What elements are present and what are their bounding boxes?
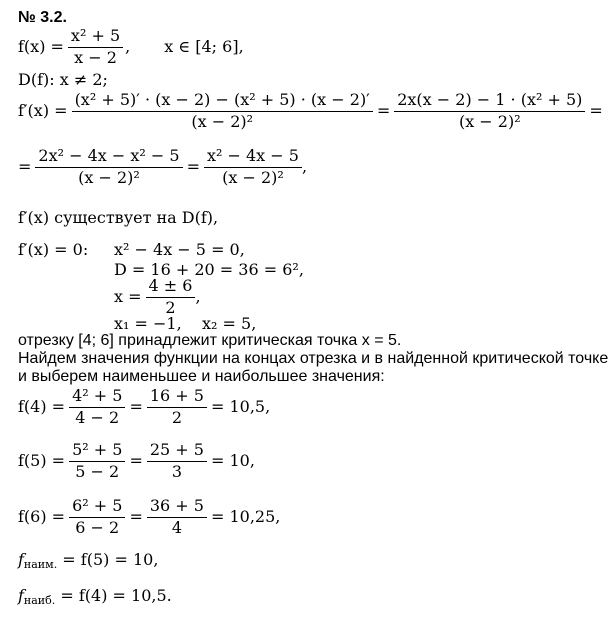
derivative-num-3: 2x² − 4x − x² − 5 xyxy=(35,148,182,168)
equals-sign-leading: = xyxy=(18,157,32,177)
equals-sign: = xyxy=(129,507,143,527)
domain-line: D(f): x ≠ 2; xyxy=(18,70,108,89)
f-max xyxy=(18,586,172,607)
fx-fraction xyxy=(68,28,123,67)
value-f6 xyxy=(18,498,280,537)
derivative-num-2: 2x(x − 2) − 1 · (x² + 5) xyxy=(394,92,585,112)
fmin-rest: = f(5) = 10, xyxy=(62,550,159,569)
equals-sign: = xyxy=(376,101,391,121)
roots-fraction xyxy=(146,278,196,317)
value-fraction-1 xyxy=(69,498,125,537)
value-fraction-2 xyxy=(147,388,207,427)
fx-numerator: x² + 5 xyxy=(68,28,123,48)
discriminant: D = 16 + 20 = 36 = 6², xyxy=(114,260,304,279)
value-num: 4² + 5 xyxy=(69,388,125,408)
derivative-line-2 xyxy=(18,148,307,187)
derivative-fraction-1 xyxy=(72,92,373,131)
value-fraction-2 xyxy=(147,442,207,481)
text-line-3: и выберем наименьшее и наибольшее значения: xyxy=(18,368,385,385)
value-num: 36 + 5 xyxy=(147,498,207,518)
equals-sign-trailing: = xyxy=(589,101,603,121)
fx-denominator: x − 2 xyxy=(74,47,117,67)
value-f5 xyxy=(18,442,255,481)
value-den: 6 − 2 xyxy=(75,517,120,537)
problem-number: № 3.2. xyxy=(18,9,67,26)
fmax-rest: = f(4) = 10,5. xyxy=(60,586,172,605)
fmax-sub: наиб. xyxy=(23,594,56,607)
comma: , xyxy=(301,157,308,177)
derivative-fraction-2 xyxy=(394,92,585,131)
derivative-line-1 xyxy=(18,92,603,131)
root-x1: x₁ = −1, xyxy=(114,314,182,333)
fmin-label: f xyxy=(18,550,24,569)
value-num: 6² + 5 xyxy=(69,498,125,518)
value-lhs: f(4) = xyxy=(18,397,66,417)
derivative-den-4: (x − 2)² xyxy=(222,167,284,187)
text-line-1: отрезку [4; 6] принадлежит критическая точка x = 5. xyxy=(18,332,402,349)
derivative-fraction-3 xyxy=(35,148,182,187)
value-result: = 10,25, xyxy=(210,507,281,527)
roots-numerator: 4 ± 6 xyxy=(146,278,196,298)
value-result: = 10,5, xyxy=(210,397,271,417)
value-den: 4 − 2 xyxy=(75,407,120,427)
derivative-num-1: (x² + 5)′ · (x − 2) − (x² + 5) · (x − 2)′ xyxy=(72,92,373,112)
value-num: 5² + 5 xyxy=(69,442,125,462)
roots-formula xyxy=(114,278,201,317)
value-den: 4 xyxy=(171,517,182,537)
value-lhs: f(5) = xyxy=(18,451,66,471)
value-den: 2 xyxy=(171,407,182,427)
equals-sign: = xyxy=(129,397,143,417)
f-min xyxy=(18,550,159,571)
fx-domain: x ∈ [4; 6], xyxy=(164,37,244,57)
fmax-label: f xyxy=(18,586,24,605)
fmin-sub: наим. xyxy=(23,558,58,571)
fx-lhs: f(x) = xyxy=(18,37,64,57)
function-definition: f(x) = $\frac{\text{x² + 5}}{x - 2}$ , x ∈ [4; 6], xyxy=(18,26,244,67)
roots-lhs: x = xyxy=(114,287,142,307)
value-den: 3 xyxy=(171,461,182,481)
derivative-den-3: (x − 2)² xyxy=(78,167,140,187)
derivative-den-2: (x − 2)² xyxy=(458,111,521,131)
text-line-2: Найдем значения функции на концах отрезка и в найденной критической точке xyxy=(18,350,608,367)
roots-denominator: 2 xyxy=(165,297,176,317)
value-lhs: f(6) = xyxy=(18,507,66,527)
derivative-num-4: x² − 4x − 5 xyxy=(204,148,302,168)
value-den: 5 − 2 xyxy=(75,461,120,481)
derivative-exists: f′(x) существует на D(f), xyxy=(18,208,219,227)
value-num: 25 + 5 xyxy=(147,442,207,462)
value-fraction-1 xyxy=(69,442,125,481)
root-x2: x₂ = 5, xyxy=(202,314,257,333)
equals-sign-2: = xyxy=(186,157,200,177)
derivative-fraction-4 xyxy=(204,148,302,187)
critical-lhs: f′(x) = 0: xyxy=(18,240,89,259)
value-fraction-1 xyxy=(69,388,125,427)
value-result: = 10, xyxy=(210,451,255,471)
roots-tail: , xyxy=(195,287,201,307)
derivative-lhs: f′(x) = xyxy=(18,101,68,121)
value-f4 xyxy=(18,388,270,427)
quadratic-equation: x² − 4x − 5 = 0, xyxy=(114,240,245,259)
equals-sign: = xyxy=(129,451,143,471)
derivative-den-1: (x − 2)² xyxy=(191,111,254,131)
value-num: 16 + 5 xyxy=(147,388,207,408)
value-fraction-2 xyxy=(147,498,207,537)
